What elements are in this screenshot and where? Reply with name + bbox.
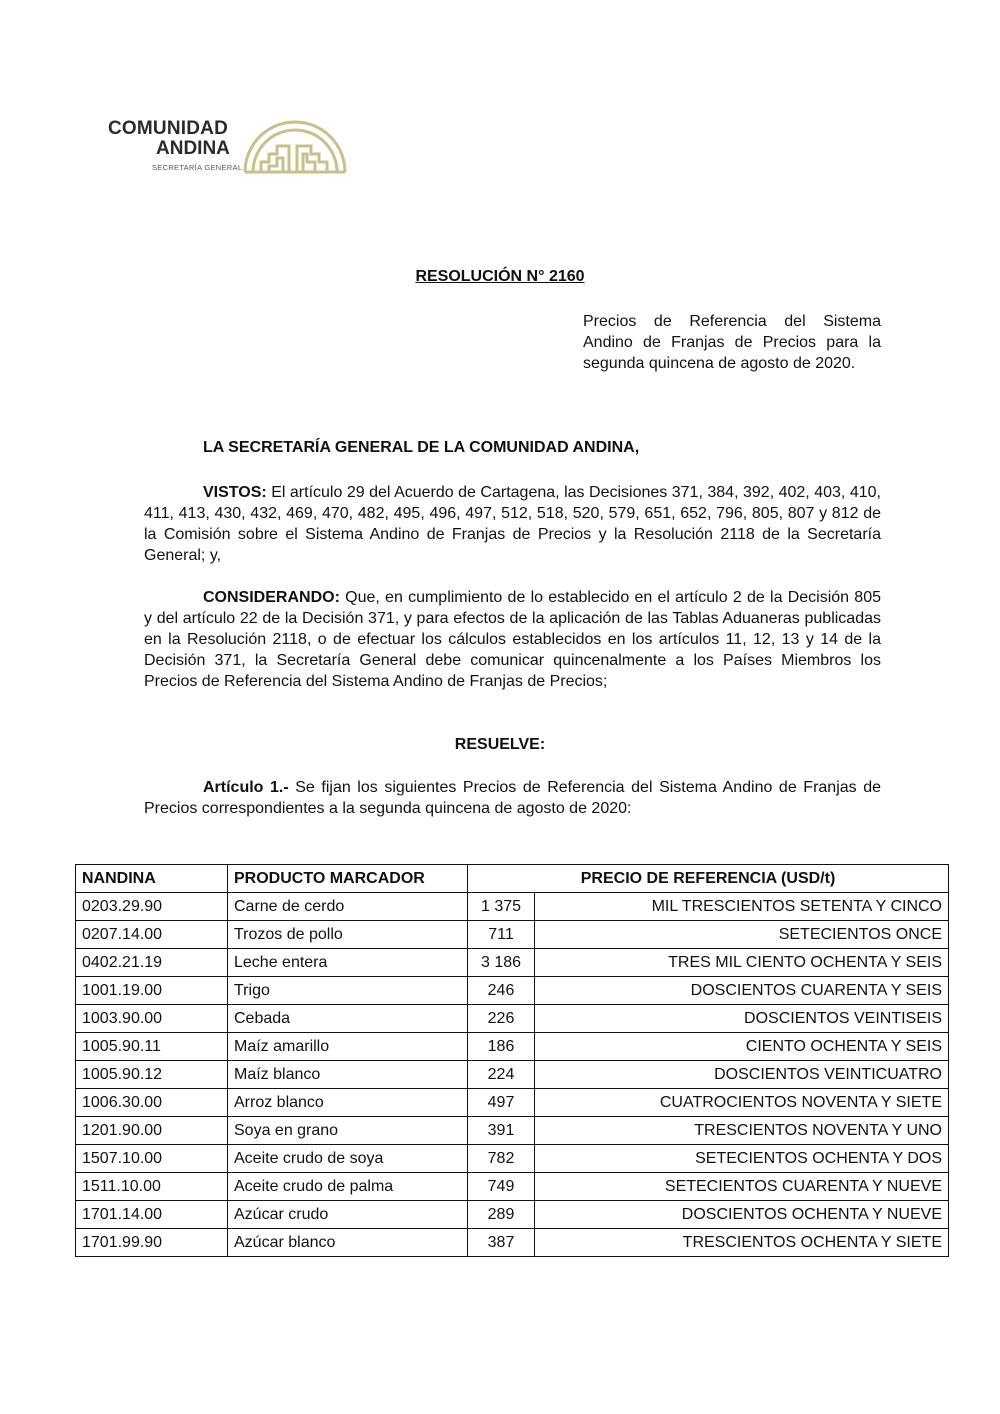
price-number-cell: 749 [468,1173,535,1201]
product-name-cell: Trigo [228,977,468,1005]
price-words-cell: DOSCIENTOS VEINTISEIS [535,1005,949,1033]
vistos-text: El artículo 29 del Acuerdo de Cartagena, las Decisiones 371, 384, 392, 402, 403, 410, 411, 413, 430, 432, 469, 470, 482, 495, 496, 497, 512, 518, 520, 579, 651, 652, 796, 805, 807 y 812 de la Comisión sobre el Sistema Andino de Franjas de Precios y la Resolución 2118 de la Secretaría General; y, [144,484,881,564]
nandina-code-cell: 1511.10.00 [76,1173,228,1201]
table-row [76,1173,949,1201]
price-number-cell: 246 [468,977,535,1005]
price-number-cell: 782 [468,1145,535,1173]
product-name-cell: Arroz blanco [228,1089,468,1117]
price-words-cell: SETECIENTOS ONCE [535,921,949,949]
price-words-cell: MIL TRESCIENTOS SETENTA Y CINCO [535,893,949,921]
header-producto: PRODUCTO MARCADOR [228,865,468,893]
vistos-label: VISTOS: [203,484,267,501]
article-1-label: Artículo 1.- [203,779,289,796]
resuelve-heading: RESUELVE: [454,736,546,753]
nandina-code-cell: 1201.90.00 [76,1117,228,1145]
product-name-cell: Azúcar blanco [228,1229,468,1257]
table-row [76,1145,949,1173]
nandina-code-cell: 1001.19.00 [76,977,228,1005]
resolution-title: RESOLUCIÓN N° 2160 [415,268,585,285]
reference-prices-table [75,864,949,1257]
table-row [76,1089,949,1117]
nandina-code-cell: 1005.90.11 [76,1033,228,1061]
nandina-code-cell: 1701.99.90 [76,1229,228,1257]
price-words-cell: TRES MIL CIENTO OCHENTA Y SEIS [535,949,949,977]
price-words-cell: TRESCIENTOS OCHENTA Y SIETE [535,1229,949,1257]
nandina-code-cell: 0207.14.00 [76,921,228,949]
product-name-cell: Cebada [228,1005,468,1033]
product-name-cell: Leche entera [228,949,468,977]
nandina-code-cell: 1701.14.00 [76,1201,228,1229]
price-words-cell: SETECIENTOS CUARENTA Y NUEVE [535,1173,949,1201]
table-row [76,949,949,977]
price-number-cell: 387 [468,1229,535,1257]
product-name-cell: Carne de cerdo [228,893,468,921]
resolution-summary: Precios de Referencia del Sistema Andino de Franjas de Precios para la segunda quincena de agosto de 2020. [583,313,881,372]
price-number-cell: 3 186 [468,949,535,977]
table-row [76,921,949,949]
table-header-row [76,865,949,893]
table-row [76,1005,949,1033]
header-precio: PRECIO DE REFERENCIA (USD/t) [468,865,949,893]
price-number-cell: 226 [468,1005,535,1033]
price-number-cell: 186 [468,1033,535,1061]
price-words-cell: CIENTO OCHENTA Y SEIS [535,1033,949,1061]
considerando-label: CONSIDERANDO: [203,589,340,606]
vistos-paragraph [144,482,881,566]
table-row [76,893,949,921]
considerando-text: Que, en cumplimiento de lo establecido en el artículo 2 de la Decisión 805 y del artículo 22 de la Decisión 371, y para efectos de la aplicación de las Tablas Aduaneras publicadas en la Resolución 2118, o de efectuar los cálculos establecidos en los artículos 11, 12, 13 y 14 de la Decisión 371, la Secretaría General debe comunicar quincenalmente a los Países Miembros los Precios de Referencia del Sistema Andino de Franjas de Precios; [144,589,881,690]
price-number-cell: 289 [468,1201,535,1229]
considerando-paragraph [144,587,881,692]
price-words-cell: DOSCIENTOS VEINTICUATRO [535,1061,949,1089]
product-name-cell: Aceite crudo de soya [228,1145,468,1173]
logo-text-line2: ANDINA [156,138,230,159]
price-number-cell: 1 375 [468,893,535,921]
table-row [76,1061,949,1089]
nandina-code-cell: 1507.10.00 [76,1145,228,1173]
price-words-cell: DOSCIENTOS OCHENTA Y NUEVE [535,1201,949,1229]
logo-text-line3: SECRETARÍA GENERAL [152,163,243,172]
table-row [76,1117,949,1145]
product-name-cell: Azúcar crudo [228,1201,468,1229]
nandina-code-cell: 0402.21.19 [76,949,228,977]
issuing-authority: LA SECRETARÍA GENERAL DE LA COMUNIDAD ANDINA, [203,439,640,456]
header-nandina: NANDINA [76,865,228,893]
price-words-cell: DOSCIENTOS CUARENTA Y SEIS [535,977,949,1005]
price-words-cell: SETECIENTOS OCHENTA Y DOS [535,1145,949,1173]
table-row [76,1201,949,1229]
price-number-cell: 224 [468,1061,535,1089]
table-row [76,1033,949,1061]
nandina-code-cell: 0203.29.90 [76,893,228,921]
logo-text-line1: COMUNIDAD [108,118,229,139]
nandina-code-cell: 1003.90.00 [76,1005,228,1033]
article-1-paragraph [144,777,881,819]
table-row [76,977,949,1005]
andean-steps-arch-icon [241,118,349,174]
comunidad-andina-logo [108,118,348,178]
product-name-cell: Aceite crudo de palma [228,1173,468,1201]
price-number-cell: 391 [468,1117,535,1145]
nandina-code-cell: 1006.30.00 [76,1089,228,1117]
price-words-cell: CUATROCIENTOS NOVENTA Y SIETE [535,1089,949,1117]
price-number-cell: 711 [468,921,535,949]
price-words-cell: TRESCIENTOS NOVENTA Y UNO [535,1117,949,1145]
price-number-cell: 497 [468,1089,535,1117]
product-name-cell: Maíz amarillo [228,1033,468,1061]
product-name-cell: Trozos de pollo [228,921,468,949]
product-name-cell: Soya en grano [228,1117,468,1145]
table-row [76,1229,949,1257]
article-1-text: Se fijan los siguientes Precios de Referencia del Sistema Andino de Franjas de Precios correspondientes a la segunda quincena de agosto de 2020: [144,779,882,817]
nandina-code-cell: 1005.90.12 [76,1061,228,1089]
product-name-cell: Maíz blanco [228,1061,468,1089]
